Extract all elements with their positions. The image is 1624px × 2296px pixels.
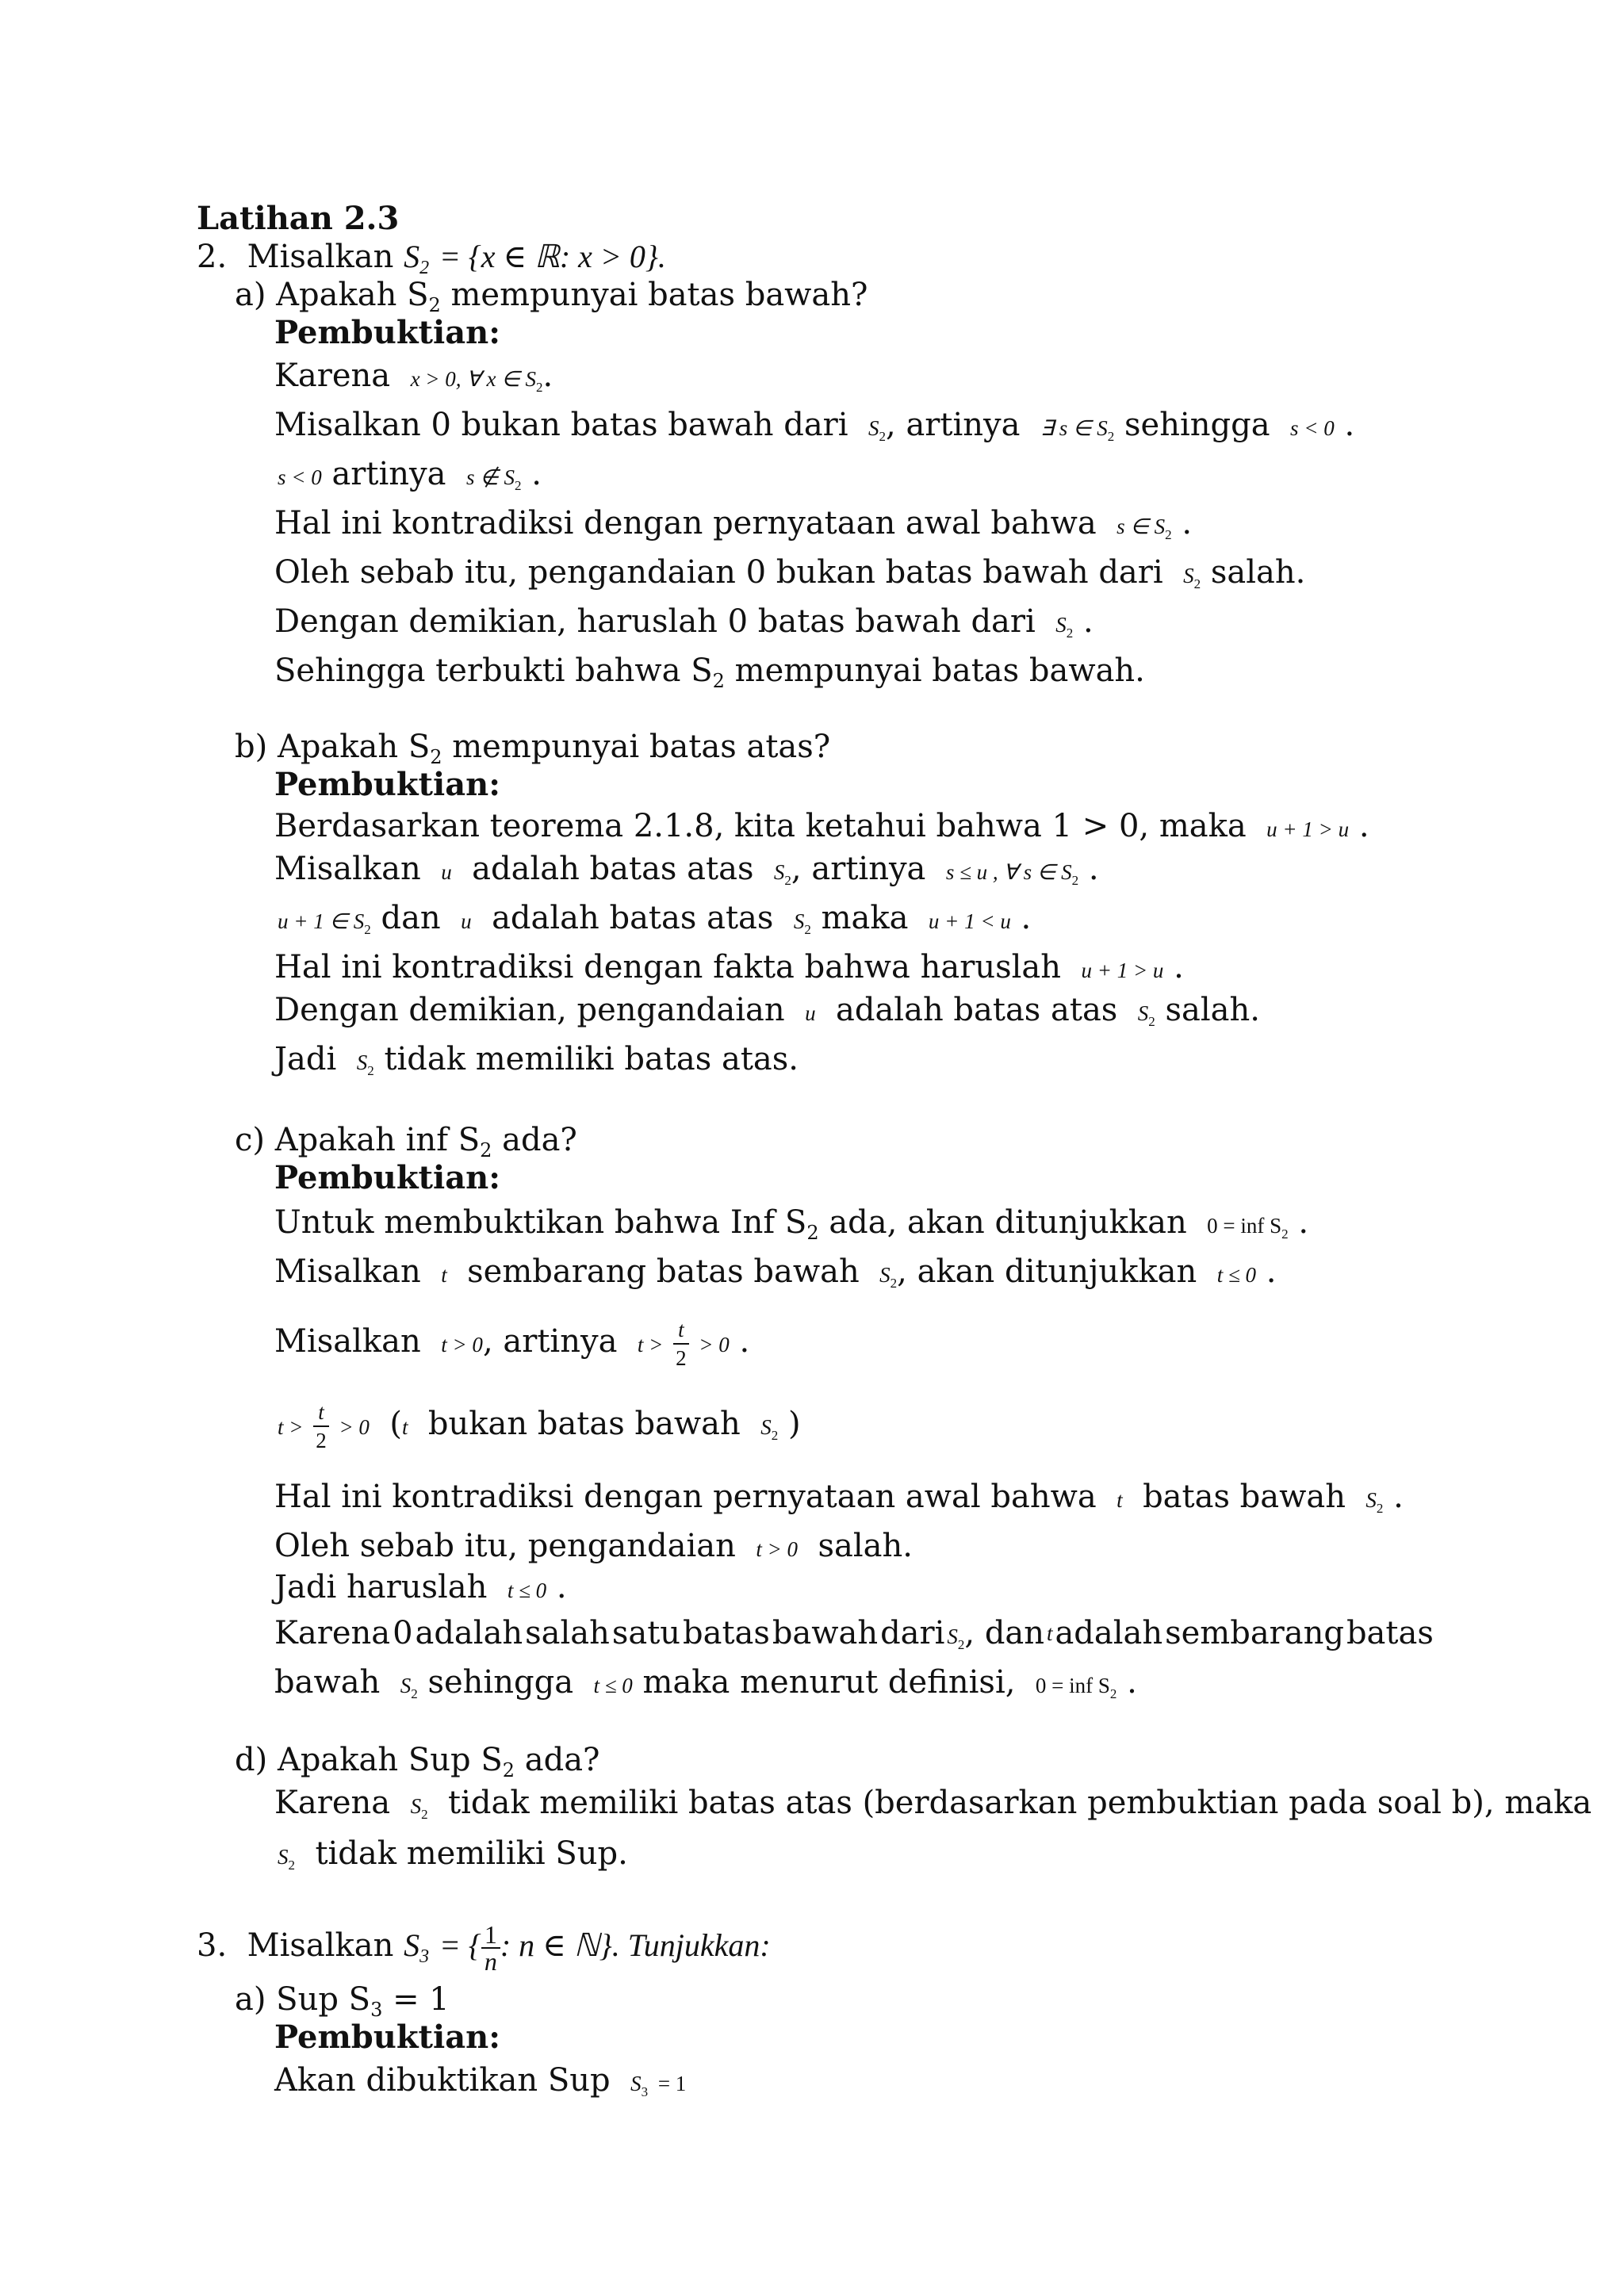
q2c-line-7: Jadi haruslah t ≤ 0 . xyxy=(274,1569,567,1605)
fraction-1-over-n: $\frac{1}{n}$ xyxy=(481,1922,500,1974)
q3-number: 3. xyxy=(197,1927,228,1964)
q2b-line-2: Misalkan u adalah batas atas S2, artinya s ≤ u , ∀ s ∈ S2 . xyxy=(274,851,1099,888)
q2b-line-5: Dengan demikian, pengandaian u adalah batas atas S2 salah. xyxy=(274,992,1260,1029)
q2a-line-1: Karena x > 0, ∀ x ∈ S2. xyxy=(274,358,553,395)
q2c-question: c) Apakah inf $S_2$ ada? xyxy=(235,1122,577,1161)
q2c-line-9: bawah S2 sehingga t ≤ 0 maka menurut definisi, 0 = inf S2 . xyxy=(274,1664,1137,1701)
page-title: Latihan 2.3 xyxy=(197,200,400,237)
q2c-line-5: Hal ini kontradiksi dengan pernyataan awal bahwa t batas bawah S2 . xyxy=(274,1479,1404,1516)
set-symbol: $S_2$ xyxy=(404,239,430,278)
q3a-line-1: Akan dibuktikan Sup S3 = 1 xyxy=(274,2062,687,2099)
q3a-question: a) Sup $S_3 = 1$ xyxy=(235,1981,450,2021)
q2a-question: a) Apakah $S_2$ mempunyai batas bawah? xyxy=(235,277,868,316)
q2a-line-7: Sehingga terbukti bahwa $S_2$ mempunyai batas bawah. xyxy=(274,652,1145,692)
q2c-line-2: Misalkan t sembarang batas bawah S2, akan ditunjukkan t ≤ 0 . xyxy=(274,1253,1277,1291)
q2b-line-1: Berdasarkan teorema 2.1.8, kita ketahui bahwa 1 > 0, maka u + 1 > u . xyxy=(274,808,1369,844)
q2a-line-3: s < 0 artinya s ∉ S2 . xyxy=(278,456,542,493)
q2d-question: d) Apakah Sup $S_2$ ada? xyxy=(235,1742,600,1781)
q2d-line-1: Karena S2 tidak memiliki batas atas (berdasarkan pembuktian pada soal b), maka xyxy=(274,1785,1592,1822)
q2b-question: b) Apakah $S_2$ mempunyai batas atas? xyxy=(235,729,831,768)
q2a-line-5: Oleh sebab itu, pengandaian 0 bukan batas bawah dari S2 salah. xyxy=(274,554,1306,591)
proof-label: Pembuktian: xyxy=(274,2019,500,2056)
q2a-line-6: Dengan demikian, haruslah 0 batas bawah dari S2 . xyxy=(274,603,1094,641)
q2c-line-3: Misalkan t > 0, artinya t > $\frac{t}{2}$ > 0 . xyxy=(274,1318,750,1370)
q2b-line-4: Hal ini kontradiksi dengan fakta bahwa haruslah u + 1 > u . xyxy=(274,949,1184,985)
fraction-t-over-2: $\frac{t}{2}$ xyxy=(673,1318,689,1370)
fraction-t-over-2: $\frac{t}{2}$ xyxy=(313,1400,329,1452)
q2-intro: Misalkan xyxy=(247,239,394,275)
q2-number: 2. xyxy=(197,239,228,275)
q2b-line-6: Jadi S2 tidak memiliki batas atas. xyxy=(274,1041,799,1078)
q2c-line-1: Untuk membuktikan bahwa Inf $S_2$ ada, akan ditunjukkan 0 = inf S2 . xyxy=(274,1204,1309,1244)
q2c-line-8: Karena 0 adalah salah satu batas bawah dari S2, dan t adalah sembarang batas xyxy=(274,1615,1434,1652)
q2d-line-2: S2 tidak memiliki Sup. xyxy=(278,1835,628,1873)
q2c-line-4: t > $\frac{t}{2}$ > 0 (t bukan batas bawah S2 ) xyxy=(278,1400,801,1452)
q2a-line-2: Misalkan 0 bukan batas bawah dari S2, artinya ∃ s ∈ S2 sehingga s < 0 . xyxy=(274,407,1355,444)
proof-label: Pembuktian: xyxy=(274,1159,500,1196)
q2b-line-3: u + 1 ∈ S2 dan u adalah batas atas S2 maka u + 1 < u . xyxy=(278,900,1032,937)
q2-set-definition: = {x ∈ ℝ: x > 0}. xyxy=(439,239,666,274)
proof-label: Pembuktian: xyxy=(274,766,500,803)
proof-label: Pembuktian: xyxy=(274,314,500,351)
q2c-line-6: Oleh sebab itu, pengandaian t > 0 salah. xyxy=(274,1528,913,1564)
q2a-line-4: Hal ini kontradiksi dengan pernyataan awal bahwa s ∈ S2 . xyxy=(274,505,1193,542)
q3-statement: 3. Misalkan $S_3$ = { $\frac{1}{n}$ : n ∈ ℕ}. Tunjukkan: xyxy=(197,1920,771,1976)
